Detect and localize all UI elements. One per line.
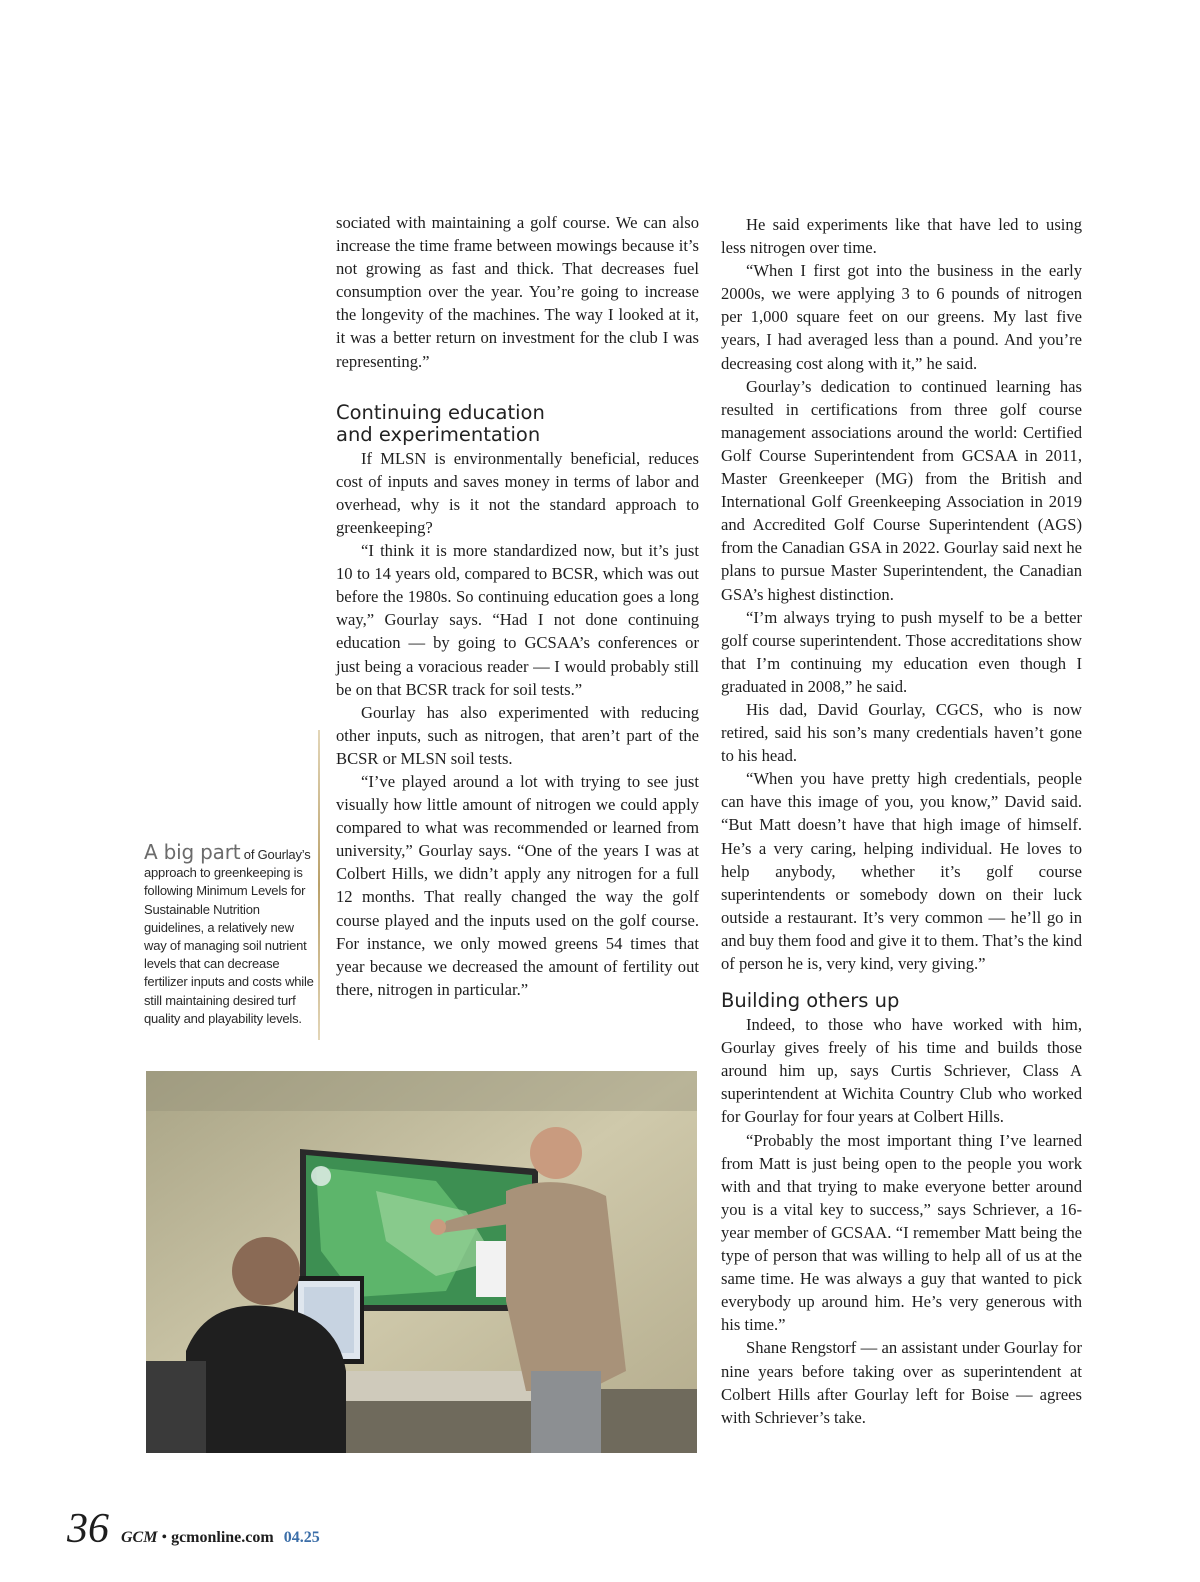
website: gcmonline.com <box>171 1529 274 1546</box>
page-footer <box>67 1505 320 1553</box>
magazine-name: GCM <box>121 1529 158 1546</box>
paragraph: Indeed, to those who have worked with him, Gourlay gives freely of his time and builds those around him up, says Curtis Schriever, Class A superintendent at Wichita Country Club who worked for Gourlay for four years at Colbert Hills. <box>721 1015 1082 1127</box>
issue-date: 04.25 <box>283 1529 320 1546</box>
paragraph: Gourlay’s dedication to continued learning has resulted in certifications from three golf course management associations around the world: Certified Golf Course Superintendent from GCSAA in 2011, Master Greenkeeper (MG) from the British and International Golf Greenkeeping Association in 2019 and Accredited Golf Course Superintendent (AGS) from the Canadian GSA in 2022. Gourlay said next he plans to pursue Master Superintendent, the Canadian GSA’s highest distinction. <box>721 376 1082 604</box>
paragraph: “I think it is more standardized now, but it’s just 10 to 14 years old, compared to BCSR, which was out before the 1980s. So continuing education goes a long way,” Gourlay says. “Had I not done continuing education — by going to GCSAA’s conferences or just being a voracious reader — I would probably still be on that BCSR track for soil tests.” <box>336 541 699 699</box>
paragraph: “I’m always trying to push myself to be a better golf course superintendent. Those accreditations show that I’m continuing my education even though I graduated in 2008,” he said. <box>721 607 1082 696</box>
paragraph: His dad, David Gourlay, CGCS, who is now retired, said his son’s many credentials haven’t gone to his head. <box>721 699 1082 766</box>
subheading-building-others: Building others up <box>721 989 900 1013</box>
subheading-line: Continuing education <box>336 400 545 424</box>
page-number: 36 <box>67 1506 109 1552</box>
subheading-continuing-education <box>336 402 699 446</box>
paragraph: Gourlay has also experimented with reducing other inputs, such as nitrogen, that aren’t part of the BCSR or MLSN soil tests. <box>336 702 699 768</box>
article-column-right <box>721 213 1082 1429</box>
paragraph: If MLSN is environmentally beneficial, reduces cost of inputs and saves money in terms of labor and overhead, why is it not the standard approach to greenkeeping? <box>336 448 699 537</box>
paragraph: “When I first got into the business in the early 2000s, we were applying 3 to 6 pounds of nitrogen per 1,000 square feet on our greens. My last five years, I had averaged less than a pound. And you’re decreasing cost along with it,” he said. <box>721 261 1082 373</box>
paragraph: “I’ve played around a lot with trying to see just visually how little amount of nitrogen we could apply compared to what was recommended or learned from university,” Gourlay says. “One of the years I was at Colbert Hills, we didn’t apply any nitrogen for a full 12 months. That really changed the way the golf course played and the inputs used on the golf course. For instance, we only mowed greens 54 times that year because we decreased the amount of fertility out there, nitrogen in particular.” <box>336 771 699 999</box>
paragraph: “Probably the most important thing I’ve learned from Matt is just being open to the people you work with and that trying to make everyone better around you is a vital key to success,” says Schriever, a 16-year member of GCSAA. “I remember Matt being the type of person that was willing to help all of us at the same time. He was always a guy that wanted to pick everybody up around him. He’s very generous with his time.” <box>721 1130 1082 1335</box>
paragraph: Shane Rengstorf — an assistant under Gourlay for nine years before taking over as superintendent at Colbert Hills after Gourlay left for Boise — agrees with Schriever’s take. <box>721 1338 1082 1427</box>
footer-bullet: • <box>157 1529 172 1546</box>
paragraph: “When you have pretty high credentials, people can have this image of you, you know,” David said. “But Matt doesn’t have that high image of himself. He’s a very caring, helping individual. He loves to help anybody, whether it’s golf course superintendents or somebody down on their luck outside a restaurant. It’s very common — he’ll go in and buy them food and give it to them. That’s the kind of person he is, very kind, very giving.” <box>721 769 1083 973</box>
article-photo <box>146 1071 697 1453</box>
pull-quote-text: of Gourlay’s approach to greenkeeping is following Minimum Levels for Sustainable Nutrition guidelines, a relatively new way of managing soil nutrient levels that can decrease fertilizer inputs and costs while still maintaining desired turf quality and playability levels. <box>144 847 314 1026</box>
photo-illustration <box>146 1071 697 1453</box>
pull-quote-lead: A big part <box>144 840 241 864</box>
subheading-line: and experimentation <box>336 422 541 446</box>
pullquote-rule <box>318 730 320 1040</box>
paragraph: sociated with maintaining a golf course. We can also increase the time frame between mowings because it’s not growing as fast and thick. That decreases fuel consumption over the year. You’re going to increase the longevity of the machines. The way I looked at it, it was a better return on investment for the club I was representing.” <box>336 213 699 371</box>
article-column-middle <box>336 211 699 1001</box>
paragraph: He said experiments like that have led to using less nitrogen over time. <box>721 215 1082 258</box>
pull-quote <box>144 840 314 1028</box>
